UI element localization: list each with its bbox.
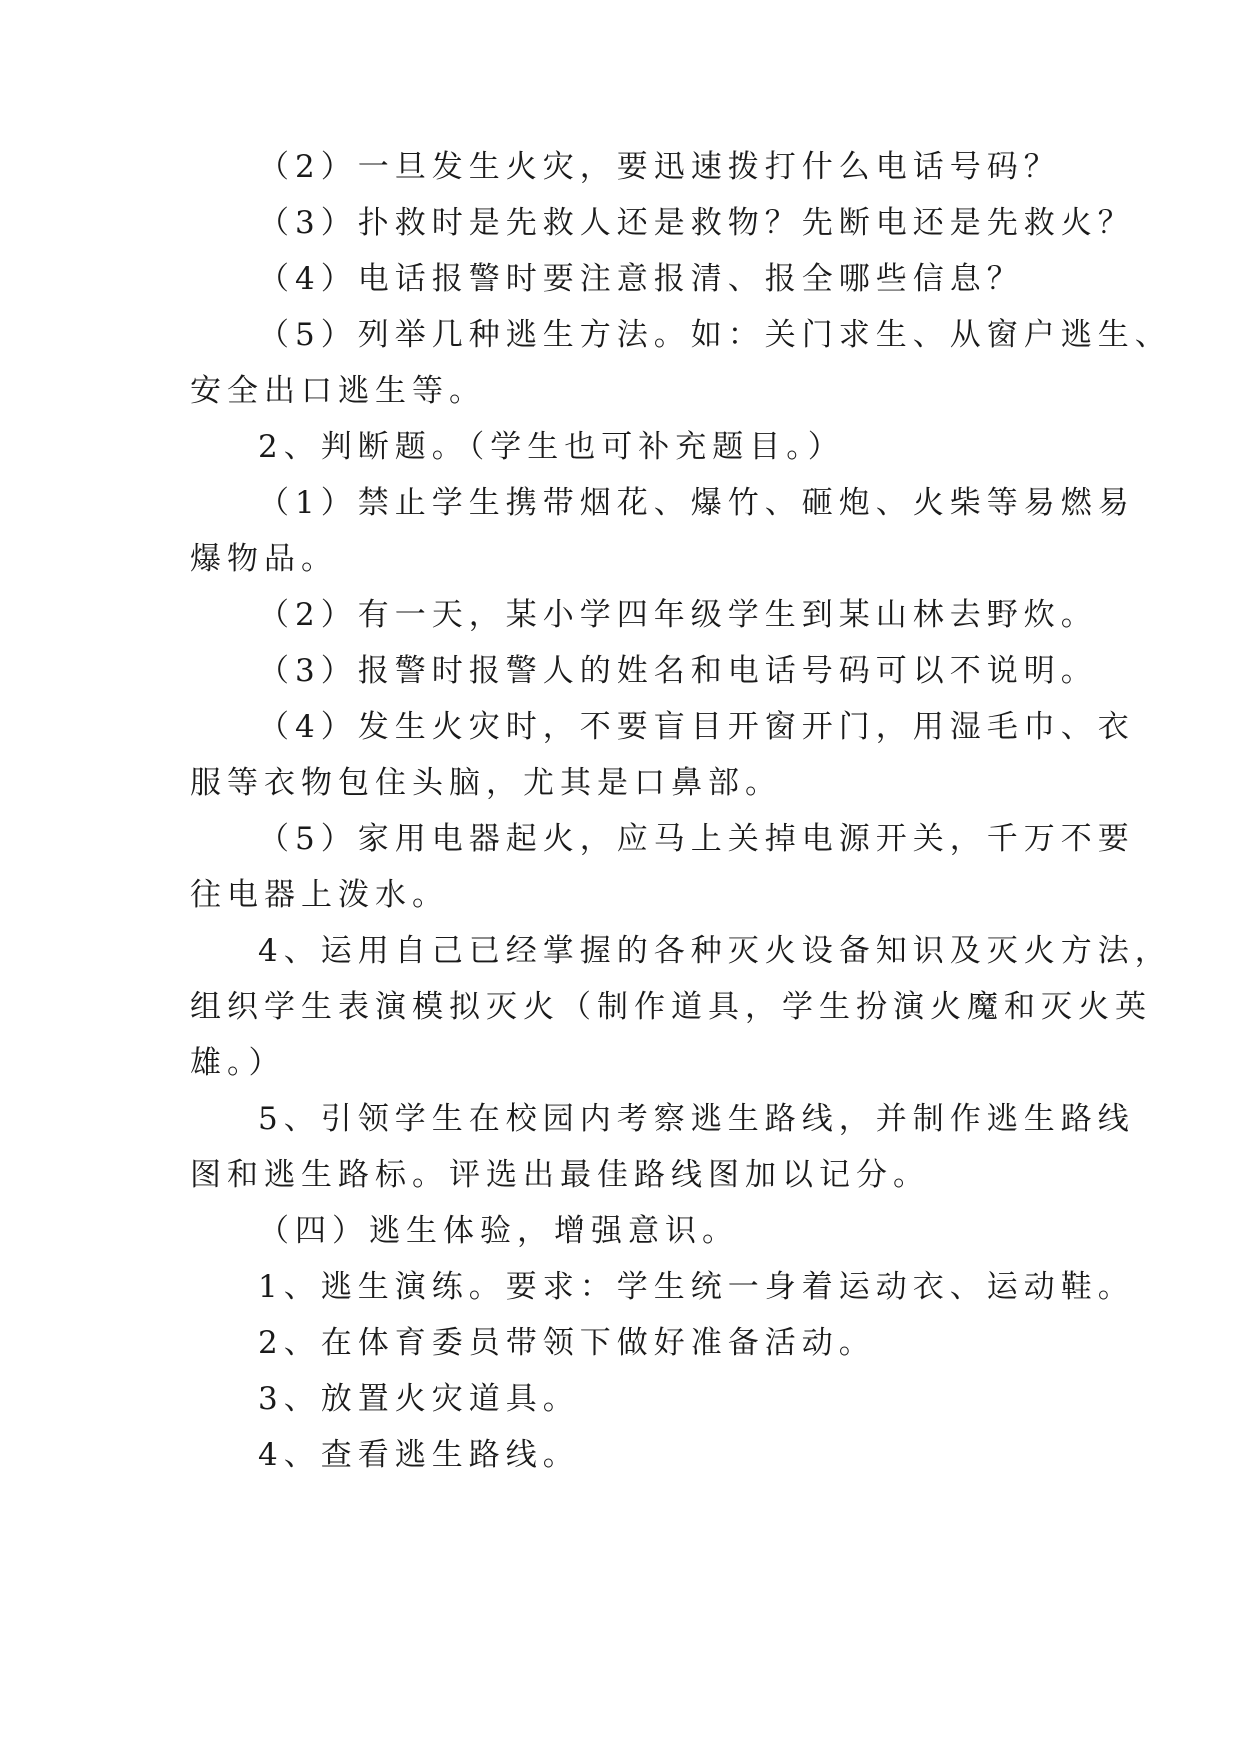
text-line: 图和逃生路标。评选出最佳路线图加以记分。 bbox=[190, 1157, 930, 1193]
text-line: 2、判断题。（学生也可补充题目。） bbox=[258, 429, 845, 465]
text-line: （3）报警时报警人的姓名和电话号码可以不说明。 bbox=[258, 653, 1098, 689]
text-line: （2）有一天，某小学四年级学生到某山林去野炊。 bbox=[258, 597, 1098, 633]
text-line: 组织学生表演模拟灭火（制作道具，学生扮演火魔和灭火英 bbox=[190, 989, 1152, 1025]
text-line: 2、在体育委员带领下做好准备活动。 bbox=[258, 1325, 876, 1361]
text-line: 4、查看逃生路线。 bbox=[258, 1437, 580, 1473]
text-line: （4）电话报警时要注意报清、报全哪些信息？ bbox=[258, 261, 1024, 297]
text-line: （2）一旦发生火灾，要迅速拨打什么电话号码？ bbox=[258, 149, 1061, 185]
section-heading: （四）逃生体验，增强意识。 bbox=[258, 1213, 739, 1249]
text-line: （1）禁止学生携带烟花、爆竹、砸炮、火柴等易燃易 bbox=[258, 485, 1135, 521]
text-line: 3、放置火灾道具。 bbox=[258, 1381, 580, 1417]
text-line: （3）扑救时是先救人还是救物？先断电还是先救火？ bbox=[258, 205, 1135, 241]
text-line: （5）列举几种逃生方法。如：关门求生、从窗户逃生、 bbox=[258, 317, 1172, 353]
text-line: 安全出口逃生等。 bbox=[190, 373, 486, 409]
text-line: 4、运用自己已经掌握的各种灭火设备知识及灭火方法， bbox=[258, 933, 1172, 969]
text-line: （4）发生火灾时，不要盲目开窗开门，用湿毛巾、衣 bbox=[258, 709, 1135, 745]
text-line: 爆物品。 bbox=[190, 541, 338, 577]
text-line: 雄。） bbox=[190, 1045, 286, 1081]
text-line: 往电器上泼水。 bbox=[190, 877, 449, 913]
text-line: 5、引领学生在校园内考察逃生路线，并制作逃生路线 bbox=[258, 1101, 1135, 1137]
text-line: （5）家用电器起火，应马上关掉电源开关，千万不要 bbox=[258, 821, 1135, 857]
text-line: 服等衣物包住头脑，尤其是口鼻部。 bbox=[190, 765, 782, 801]
text-line: 1、逃生演练。要求：学生统一身着运动衣、运动鞋。 bbox=[258, 1269, 1135, 1305]
